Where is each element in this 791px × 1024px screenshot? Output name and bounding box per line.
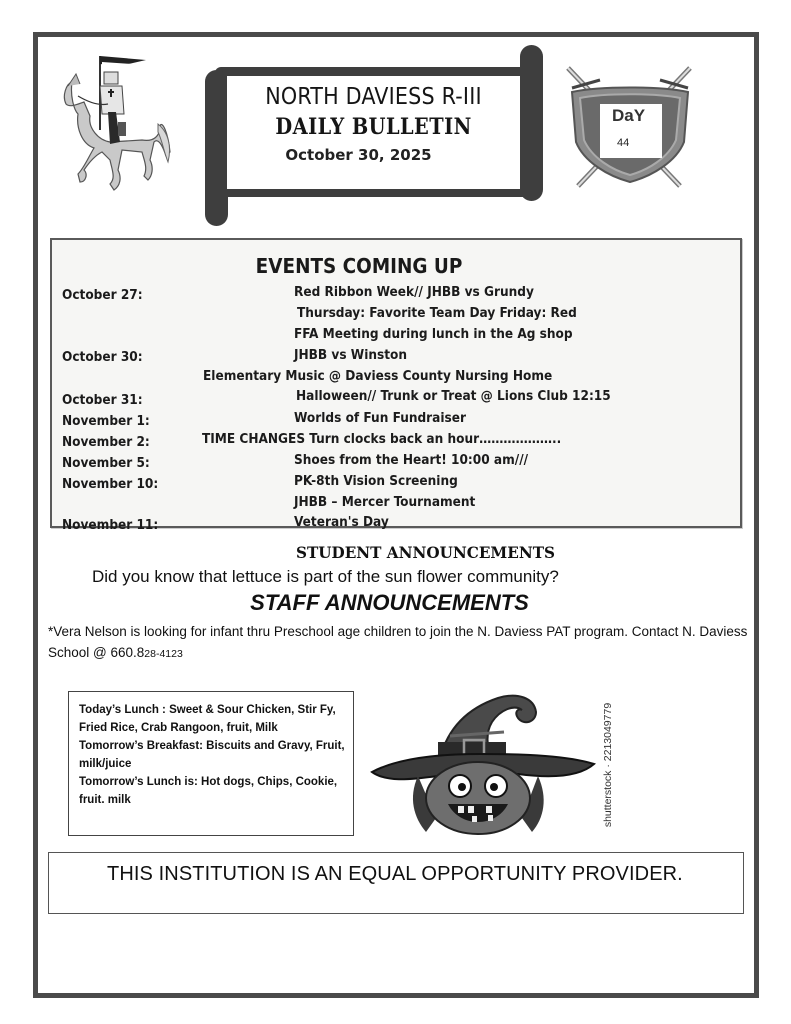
events-title: EVENTS COMING UP	[255, 254, 463, 278]
event-text: Veteran's Day	[294, 514, 389, 530]
event-date: October 27:	[62, 287, 143, 303]
student-announcement-text: Did you know that lettuce is part of the sun flower community?	[92, 567, 559, 586]
staff-announcement-main: *Vera Nelson is looking for infant thru Preschool age children to join the N. Daviess PAT program. Contact N. Daviess School @ 660.8	[48, 624, 748, 660]
event-text: Elementary Music @ Daviess County Nursing Home	[203, 368, 553, 384]
scroll-roller-left	[205, 70, 228, 226]
stock-watermark	[596, 700, 620, 830]
menu-box	[68, 691, 354, 836]
todays-lunch: Today’s Lunch : Sweet & Sour Chicken, Stir Fy, Fried Rice, Crab Rangoon, fruit, Milk	[79, 704, 336, 734]
events-section	[50, 238, 742, 533]
menu-text	[79, 701, 351, 809]
event-text: Shoes from the Heart! 10:00 am///	[294, 452, 529, 468]
day-number: 44	[617, 137, 630, 149]
scroll-roller-right	[520, 45, 543, 201]
witch-face-icon	[368, 688, 598, 838]
event-text: TIME CHANGES Turn clocks back an hour………………..	[202, 431, 562, 447]
staff-announcement-phone-tail: 28-4123	[144, 648, 183, 660]
bulletin-date: October 30, 2025	[285, 146, 432, 164]
event-text: Halloween// Trunk or Treat @ Lions Club 12:15	[296, 388, 611, 404]
event-text: JHBB – Mercer Tournament	[294, 494, 476, 510]
staff-announcement-text	[48, 621, 748, 665]
student-announcements-title: STUDENT ANNOUNCEMENTS	[295, 543, 556, 562]
knight-on-horse-icon	[58, 52, 176, 204]
bulletin-title: DAILY BULLETIN	[275, 114, 472, 140]
day-label: DaY	[612, 106, 646, 125]
event-date: November 1:	[62, 413, 150, 429]
watermark-text: shutterstock · 2213049779	[602, 702, 614, 828]
bulletin-header	[227, 76, 520, 189]
event-text: Red Ribbon Week// JHBB vs Grundy	[294, 284, 534, 300]
tomorrows-lunch: Tomorrow’s Lunch is: Hot dogs, Chips, Cookie, fruit. milk	[79, 776, 338, 806]
event-date: November 5:	[62, 455, 150, 471]
event-date: November 11:	[62, 517, 159, 533]
event-date: November 10:	[62, 476, 159, 492]
equal-opportunity-notice: THIS INSTITUTION IS AN EQUAL OPPORTUNITY PROVIDER.	[107, 863, 683, 885]
day-counter	[600, 104, 662, 158]
event-date: October 31:	[62, 392, 143, 408]
equal-opportunity-box	[48, 852, 744, 914]
event-text: JHBB vs Winston	[294, 347, 408, 363]
event-date: November 2:	[62, 434, 150, 450]
event-text: Worlds of Fun Fundraiser	[294, 410, 466, 426]
event-text: PK-8th Vision Screening	[294, 473, 458, 489]
event-date: October 30:	[62, 349, 143, 365]
tomorrows-breakfast: Tomorrow’s Breakfast: Biscuits and Gravy, Fruit, milk/juice	[79, 740, 345, 770]
school-name: NORTH DAVIESS R-III	[265, 84, 482, 110]
event-text: Thursday: Favorite Team Day Friday: Red	[297, 305, 577, 321]
event-text: FFA Meeting during lunch in the Ag shop	[294, 326, 573, 342]
staff-announcements-title: STAFF ANNOUNCEMENTS	[250, 590, 529, 615]
